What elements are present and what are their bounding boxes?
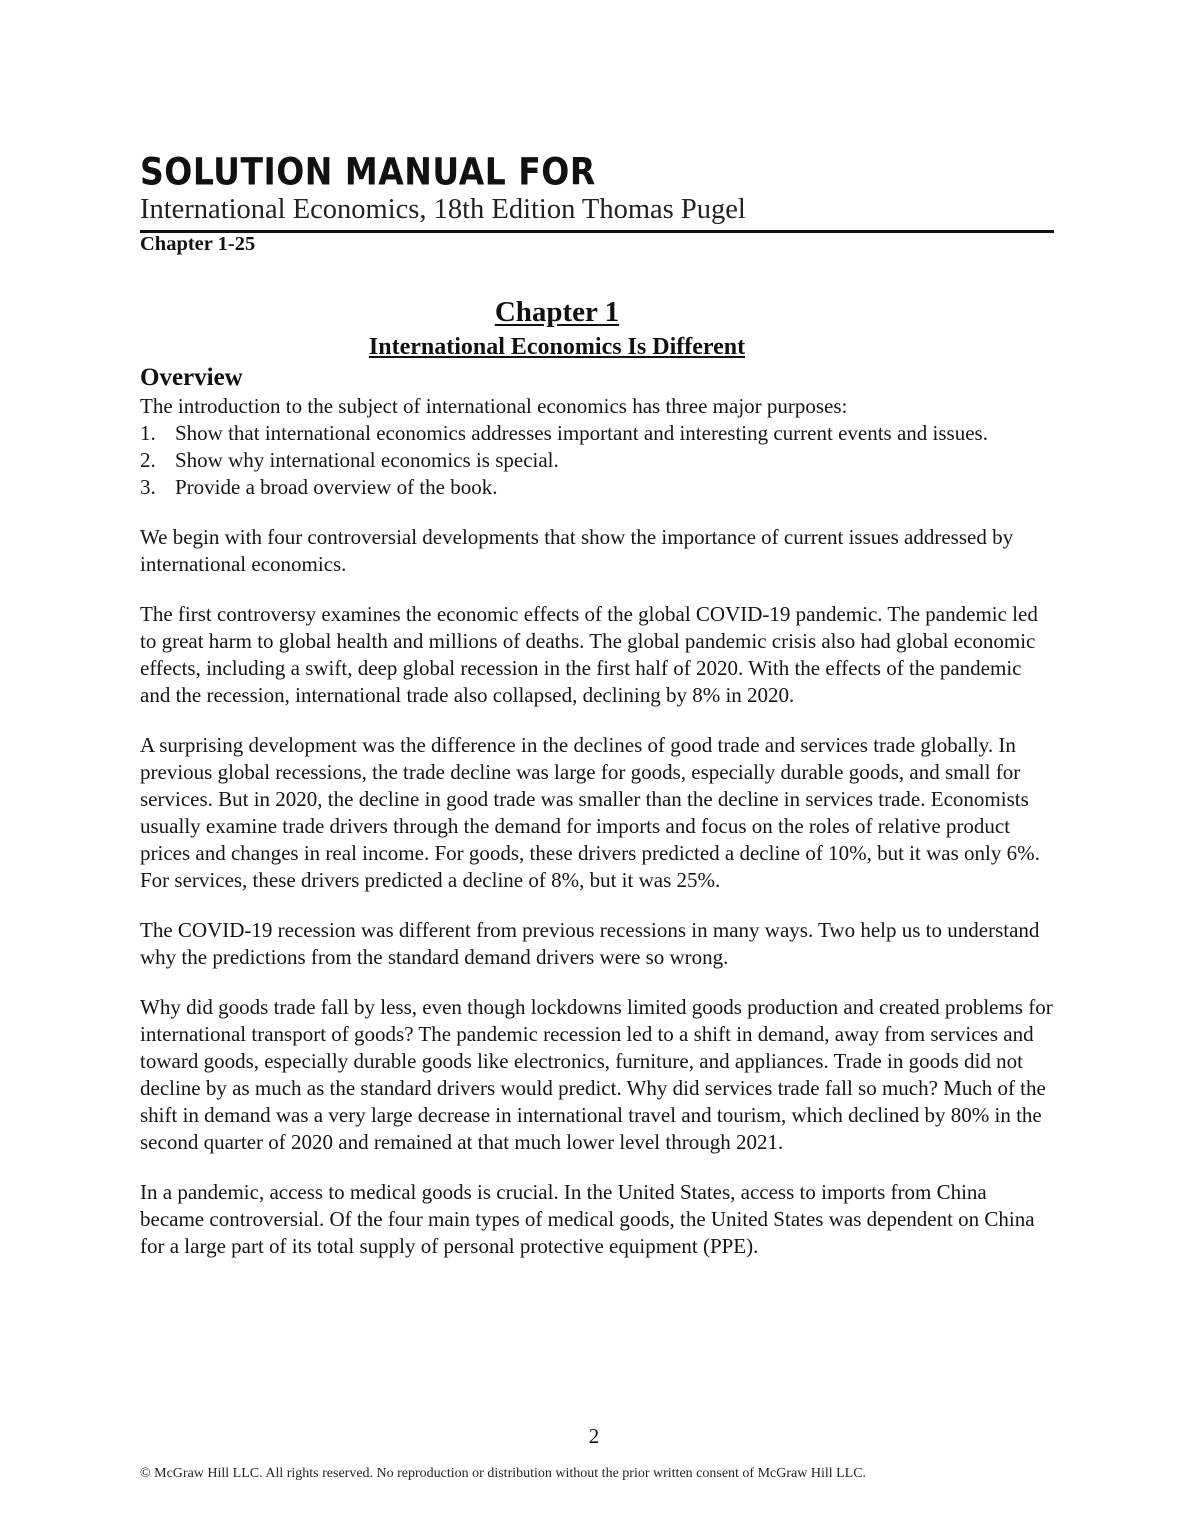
paragraph: We begin with four controversial developments that show the importance of current issues addressed by international economics. xyxy=(140,525,1014,576)
list-item-text: Show that international economics addresses important and interesting current events and issues. xyxy=(175,421,988,445)
solution-manual-banner: SOLUTION MANUAL FOR xyxy=(140,150,596,194)
body-text xyxy=(140,393,1054,1260)
list-item-text: Provide a broad overview of the book. xyxy=(175,475,498,499)
paragraph: The first controversy examines the economic effects of the global COVID-19 pandemic. The pandemic led to great harm to global health and millions of deaths. The global pandemic crisis also had global economic effects, including a swift, deep global recession in the first half of 2020. With the effects of the pandemic and the recession, international trade also collapsed, declining by 8% in 2020. xyxy=(140,602,1038,707)
chapter-range: Chapter 1-25 xyxy=(140,233,256,255)
paragraph: Why did goods trade fall by less, even though lockdowns limited goods production and created problems for international transport of goods? The pandemic recession led to a shift in demand, away from services and toward goods, especially durable goods like electronics, furniture, and appliances. Trade in goods did not decline by as much as the standard drivers would predict. Why did services trade fall so much? Much of the shift in demand was a very large decrease in international travel and tourism, which declined by 80% in the second quarter of 2020 and remained at that much lower level through 2021. xyxy=(140,995,1053,1154)
list-item-text: Show why international economics is special. xyxy=(175,448,559,472)
list-item-number: 3. xyxy=(140,475,156,499)
list-item-number: 2. xyxy=(140,448,156,472)
list-item xyxy=(140,474,1054,501)
overview-intro: The introduction to the subject of international economics has three major purposes: xyxy=(140,394,848,418)
purposes-list xyxy=(140,420,1054,501)
chapter-heading: Chapter 1 xyxy=(494,296,620,328)
paragraph: The COVID-19 recession was different from previous recessions in many ways. Two help us to understand why the predictions from the standard demand drivers were so wrong. xyxy=(140,918,1040,969)
overview-heading: Overview xyxy=(140,364,243,391)
list-item-number: 1. xyxy=(140,421,156,445)
page-number: 2 xyxy=(588,1424,600,1448)
list-item xyxy=(140,447,1054,474)
list-item xyxy=(140,420,1054,447)
paragraph: A surprising development was the difference in the declines of good trade and services trade globally. In previous global recessions, the trade decline was large for goods, especially durable goods, and small for services. But in 2020, the decline in good trade was smaller than the decline in services trade. Economists usually examine trade drivers through the demand for imports and focus on the roles of relative product prices and changes in real income. For goods, these drivers predicted a decline of 10%, but it was only 6%. For services, these drivers predicted a decline of 8%, but it was 25%. xyxy=(140,733,1040,892)
paragraph: In a pandemic, access to medical goods is crucial. In the United States, access to imports from China became controversial. Of the four main types of medical goods, the United States was dependent on China for a large part of its total supply of personal protective equipment (PPE). xyxy=(140,1180,1035,1258)
chapter-subtitle: International Economics Is Different xyxy=(368,334,746,360)
copyright-footer: © McGraw Hill LLC. All rights reserved. No reproduction or distribution without the prior written consent of McGraw Hill LLC. xyxy=(140,1466,867,1481)
book-title: International Economics, 18th Edition Thomas Pugel xyxy=(140,192,1054,233)
